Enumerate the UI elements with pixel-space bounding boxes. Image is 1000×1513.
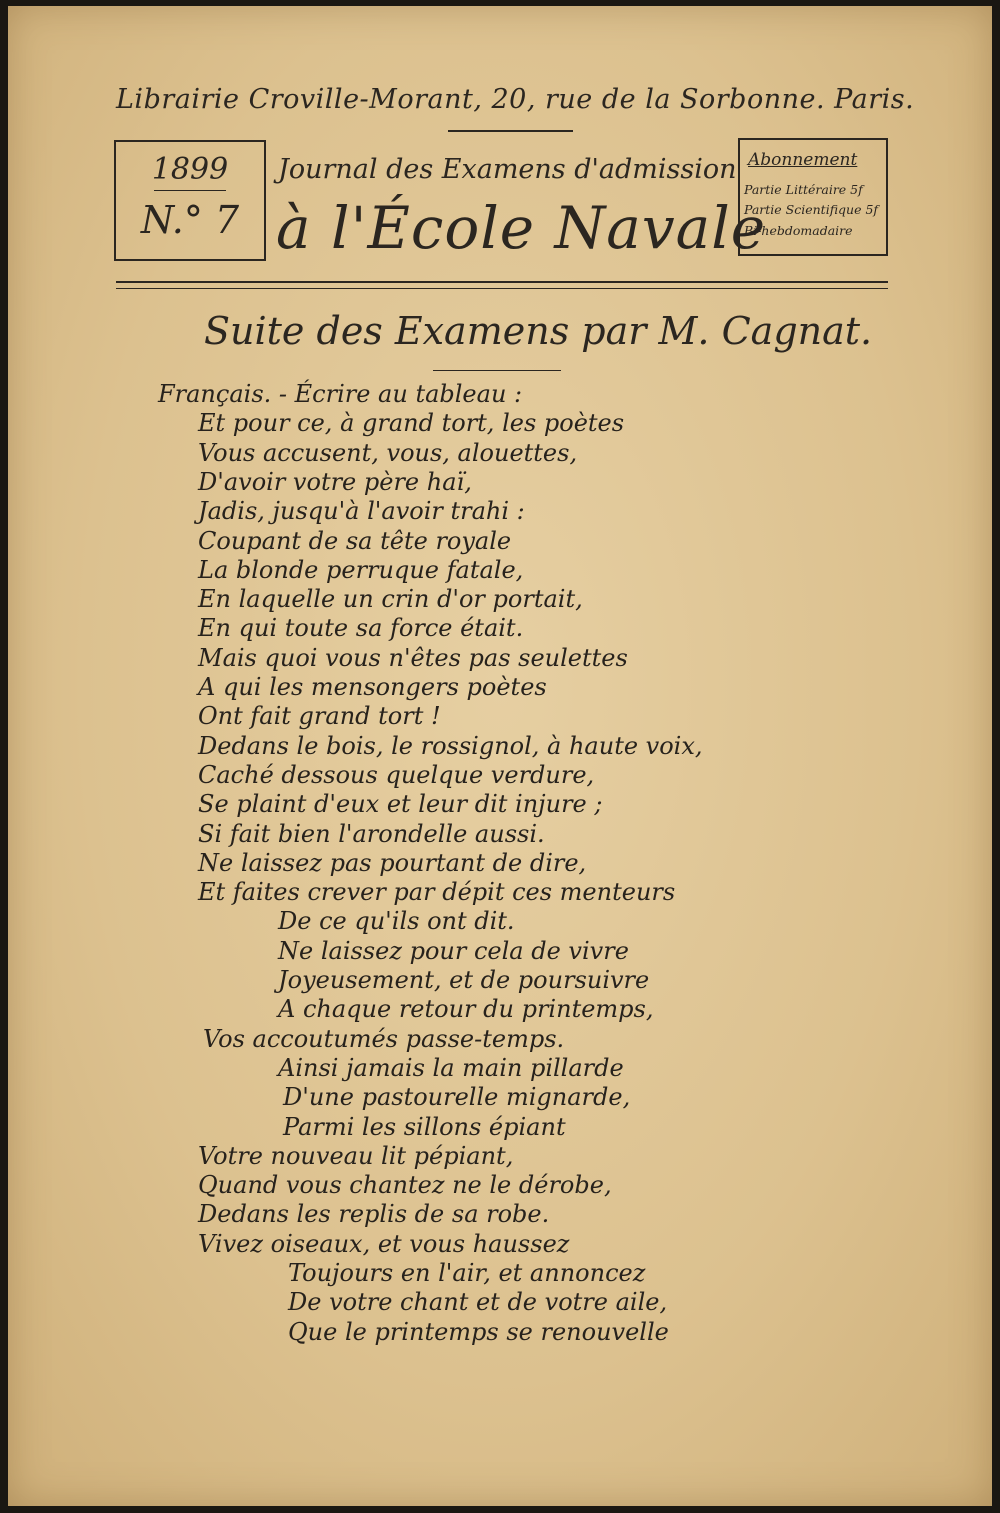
poem-line: Vous accusent, vous, alouettes, [198, 438, 578, 467]
poem-line: Jadis, jusqu'à l'avoir trahi : [198, 497, 525, 526]
journal-title-main: à l'École Navale [276, 194, 767, 262]
poem-line: Ont fait grand tort ! [198, 702, 441, 731]
poem-line: En qui toute sa force était. [198, 614, 524, 643]
poem-line: A chaque retour du printemps, [278, 995, 654, 1024]
poem-line: Caché dessous quelque verdure, [198, 760, 595, 789]
issue-divider [154, 190, 226, 191]
subscription-box [738, 138, 888, 256]
poem-line: Se plaint d'eux et leur dit injure ; [198, 790, 603, 819]
poem-line: De ce qu'ils ont dit. [278, 907, 515, 936]
poem-line: Ne laissez pas pourtant de dire, [198, 848, 587, 877]
poem-line: Votre nouveau lit pépiant, [198, 1141, 514, 1170]
poem-line: Joyeusement, et de poursuivre [278, 966, 650, 994]
poem-line: D'une pastourelle mignarde, [283, 1083, 631, 1112]
section-title: Suite des Examens par M. Cagnat. [204, 309, 873, 353]
poem-line: Coupant de sa tête royale [198, 526, 512, 555]
journal-title-top: Journal des Examens d'admission [278, 154, 737, 185]
subscription-scientific: Partie Scientifique 5f [744, 202, 879, 217]
masthead-rule [116, 281, 888, 289]
subscription-title: Abonnement [748, 150, 858, 170]
document-page [8, 6, 992, 1506]
issue-box [114, 140, 266, 261]
subscription-literary: Partie Littéraire 5f [744, 182, 863, 197]
poem-line: A qui les mensongers poètes [198, 673, 547, 701]
poem-line: Mais quoi vous n'êtes pas seulettes [198, 643, 628, 672]
poem-line: En laquelle un crin d'or portait, [198, 585, 583, 614]
poem-line: Dedans les replis de sa robe. [198, 1200, 550, 1229]
issue-year: 1899 [151, 152, 229, 187]
header-divider [448, 130, 573, 132]
poem-line: Si fait bien l'arondelle aussi. [198, 819, 545, 848]
poem-line: D'avoir votre père haï, [198, 467, 472, 496]
poem-line: Vos accoutumés passe-temps. [203, 1024, 565, 1053]
poem-line: Ne laissez pour cela de vivre [278, 936, 629, 965]
poem-line: Toujours en l'air, et annoncez [288, 1259, 646, 1287]
poem-line: Vivez oiseaux, et vous haussez [198, 1229, 570, 1258]
poem-line: Quand vous chantez ne le dérobe, [198, 1171, 612, 1200]
poem-line: Que le printemps se renouvelle [288, 1317, 669, 1346]
poem-line: La blonde perruque fatale, [198, 555, 524, 584]
issue-number: N.° 7 [140, 198, 240, 242]
subscription-frequency: Bi-hebdomadaire [744, 223, 853, 238]
section-divider [433, 370, 561, 371]
poem-line: Et faites crever par dépit ces menteurs [198, 878, 676, 907]
poem-line: Parmi les sillons épiant [283, 1112, 566, 1141]
poem-line: Français. - Écrire au tableau : [158, 380, 523, 408]
poem-line: Et pour ce, à grand tort, les poètes [198, 409, 625, 438]
poem-line: De votre chant et de votre aile, [288, 1288, 668, 1317]
publisher-line: Librairie Croville-Morant, 20, rue de la Sorbonne. Paris. [116, 84, 915, 115]
poem-line: Dedans le bois, le rossignol, à haute voix, [198, 731, 703, 760]
poem-line: Ainsi jamais la main pillarde [278, 1053, 624, 1082]
